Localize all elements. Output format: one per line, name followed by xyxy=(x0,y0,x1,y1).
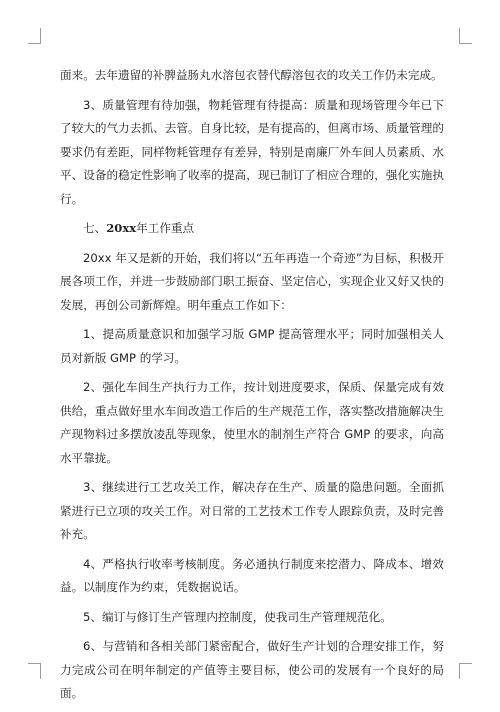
section-heading-suffix: 年工作重点 xyxy=(136,221,195,235)
crop-mark-top-right xyxy=(459,43,472,44)
section-heading-year: 20xx xyxy=(106,221,137,235)
list-item: 4、严格执行收率考核制度。务必通执行制度来挖潜力、降成本、增效益。以制度作为约束，凭数据说话。 xyxy=(60,556,444,594)
crop-mark-top-left xyxy=(40,28,41,44)
list-item: 1、提高质量意识和加强学习版 GMP 提高管理水平；同时加强相关人员对新版 GMP 的学习。 xyxy=(60,327,444,365)
body-paragraph: 3、质量管理有待加强，物耗管理有待提高：质量和现场管理今年已下了较大的气力去抓、去管。自身比较，是有提高的，但离市场、质量管理的要求仍有差距，同样物耗管理存有差异，特别是南廉厂外车间人员素质、水平、设备的稳定性影响了收率的提高，现已制订了相应合理的，强化实施执行。 xyxy=(60,97,444,206)
crop-mark-top-left xyxy=(28,43,41,44)
crop-mark-top-right xyxy=(459,28,460,44)
section-heading-prefix: 七、 xyxy=(83,221,107,235)
section-heading xyxy=(60,217,444,241)
list-item: 6、与营销和各相关部门紧密配合，做好生产计划的合理安排工作，努力完成公司在明年制定的产值等主要目标，使公司的发展有一个良好的局面。 xyxy=(60,639,444,700)
list-item: 3、继续进行工艺攻关工作，解决存在生产、质量的隐患问题。全面抓紧进行已立项的攻关工作。对日常的工艺技术工作专人跟踪负责，及时完善补充。 xyxy=(60,480,444,541)
document-body xyxy=(60,64,444,712)
crop-mark-bottom-right xyxy=(459,663,472,664)
crop-mark-bottom-left xyxy=(40,663,41,679)
list-item: 2、强化车间生产执行力工作，按计划进度要求，保质、保量完成有效供给，重点做好里水车间改造工作后的生产规范工作，落实整改措施解决生产现物料过多摆放凌乱等现象，使里水的制剂生产符合 GMP 的要求，向高水平靠拢。 xyxy=(60,380,444,465)
intro-paragraph: 20xx 年又是新的开始，我们将以“五年再造一个奇迹”为目标，积极开展各项工作，并进一步鼓励部门职工振奋、坚定信心，实现企业又好又快的发展，再创公司新辉煌。明年重点工作如下： xyxy=(60,250,444,312)
body-paragraph: 面来。去年遗留的补脾益肠丸水溶包衣替代醇溶包衣的攻关工作仍未完成。 xyxy=(60,68,443,82)
crop-mark-bottom-right xyxy=(459,663,460,679)
list-item: 5、编订与修订生产管理内控制度，使我司生产管理规范化。 xyxy=(83,609,392,624)
crop-mark-bottom-left xyxy=(28,663,41,664)
